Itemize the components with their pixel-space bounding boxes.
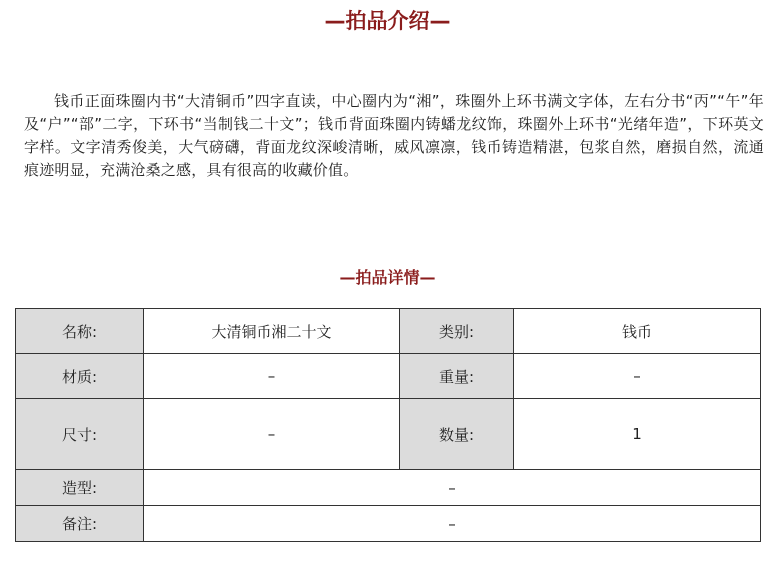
category-value: 钱币 [514, 309, 761, 354]
table-row [16, 506, 761, 542]
note-value: – [144, 506, 761, 542]
size-label: 尺寸: [16, 399, 144, 470]
material-label: 材质: [16, 354, 144, 399]
shape-value: – [144, 470, 761, 506]
intro-paragraph: 钱币正面珠圈内书“大清铜币”四字直读，中心圈内为“湘”，珠圈外上环书满文字体，左右分书“丙”“午”年及“户”“部”二字，下环书“当制钱二十文”；钱币背面珠圈内铸蟠龙纹饰，珠圈外上环书“光绪年造”，下环英文字样。文字清秀俊美，大气磅礴，背面龙纹深峻清晰，威风凛凛，钱币铸造精湛，包浆自然，磨损自然，流通痕迹明显，充满沧桑之感，具有很高的收藏价值。 [24, 92, 764, 179]
name-value: 大清铜币湘二十文 [144, 309, 400, 354]
intro-heading: —拍品介绍— [324, 9, 451, 33]
details-heading: —拍品详情— [339, 268, 436, 287]
shape-label: 造型: [16, 470, 144, 506]
category-label: 类别: [400, 309, 514, 354]
material-value: – [144, 354, 400, 399]
table-row [16, 399, 761, 470]
table-row [16, 309, 761, 354]
note-label: 备注: [16, 506, 144, 542]
table-row [16, 354, 761, 399]
name-label: 名称: [16, 309, 144, 354]
table-row [16, 470, 761, 506]
weight-value: – [514, 354, 761, 399]
size-value: – [144, 399, 400, 470]
details-table [15, 308, 761, 542]
weight-label: 重量: [400, 354, 514, 399]
quantity-value: 1 [514, 399, 761, 470]
quantity-label: 数量: [400, 399, 514, 470]
